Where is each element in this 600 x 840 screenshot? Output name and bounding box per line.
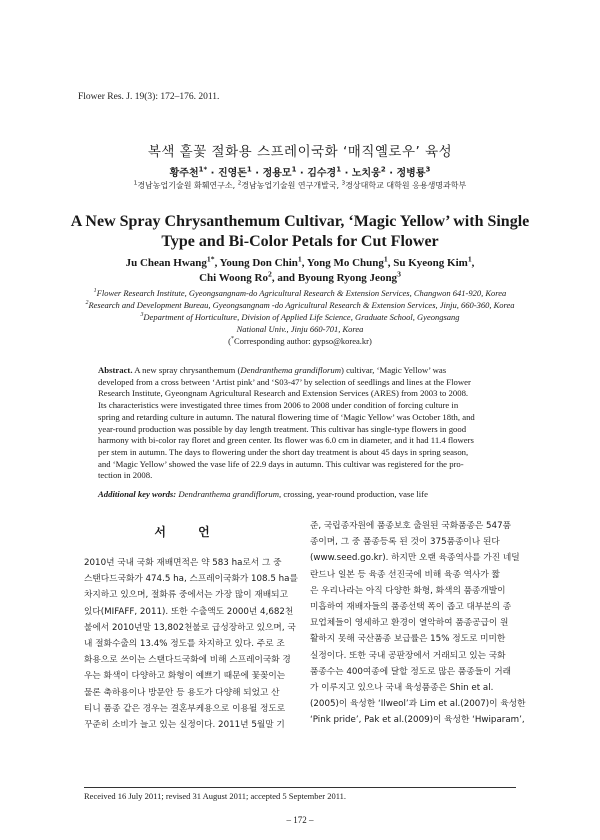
korean-author: 진영돈 [217, 168, 247, 179]
english-title-line: Type and Bi-Color Petals for Cut Flower [161, 233, 439, 250]
english-title-line: A New Spray Chrysanthemum Cultivar, ‘Magic Yellow’ with Single [70, 213, 530, 230]
affiliation-mark: 3 [341, 180, 346, 187]
body-line: 종이며, 그 중 품종등록 된 것이 375품종이나 된다 [310, 537, 500, 548]
affiliation-text: Research and Development Bureau, Gyeongsangnam -do Agricultural Research & Extension Services, Jinju, 660-360, Korea [88, 300, 515, 310]
abstract-line: Research Institute, Gyeongnam Agricultural Research and Extension Services (ARES) from 2003 to 2008. [98, 388, 469, 399]
body-line: 준, 국립종자원에 품종보호 출원된 국화품종은 547품 [310, 521, 511, 531]
affiliation-text: National Univ., Jinju 660-701, Korea [236, 324, 364, 334]
body-line: 품종수는 400여종에 달할 정도로 많은 품종들이 거래 [310, 666, 511, 677]
affiliation-mark: 3 [140, 312, 144, 319]
korean-affiliation: 경남농업기술원 연구개발국, [241, 181, 342, 190]
author-name: Ju Chean Hwang [125, 257, 207, 269]
species-name: Dendranthema grandiflorum [178, 489, 280, 499]
body-line: 우는 화색이 다양하고 화형이 예쁘기 때문에 꽃꽂이는 [84, 671, 286, 682]
received-note: Received 16 July 2011; revised 31 August 2011; accepted 5 September 2011. [84, 791, 347, 801]
abstract-line: Its characteristics were investigated three times from 2006 to 2008 under condition of forcing culture in [98, 400, 459, 411]
abstract-line: spring and retarding culture in autumn. The natural flowering time of ‘Magic Yellow’ was October 18th, and [98, 411, 475, 422]
body-line: 묘업체들이 영세하고 환경이 열악하여 품종공급이 원 [310, 618, 509, 629]
korean-author: 김수경 [307, 168, 337, 179]
abstract-label: Abstract. [98, 365, 133, 375]
affiliation-mark: 1 [133, 180, 138, 187]
abstract-line: year-round production was possible by day length treatment. This cultivar has single-type flowers in good [98, 423, 467, 434]
author-mark: 1* [198, 165, 208, 174]
body-column-right [310, 518, 526, 729]
abstract-body [98, 365, 502, 482]
author-mark: 2 [380, 165, 386, 174]
author-mark: 1* [206, 254, 215, 264]
body-column-left [84, 555, 298, 733]
body-line: 은 우리나라는 아직 다양한 화형, 화색의 품종개발이 [310, 585, 506, 596]
body-line: 활하지 못해 국산품종 보급률은 15% 정도로 미미한 [310, 634, 506, 645]
author-separator: · [344, 168, 349, 179]
body-line: 스탠다드국화가 474.5 ha, 스프레이국화가 108.5 ha를 [84, 574, 298, 585]
corresponding-author: (*Corresponding author: gypso@korea.kr) [228, 336, 372, 346]
author-mark: 1 [467, 254, 472, 264]
korean-affiliation: 경남농업기술원 화훼연구소, [137, 181, 238, 190]
corresponding-mark: * [230, 336, 234, 343]
author-separator: , [301, 257, 307, 269]
affiliation-line [40, 323, 560, 335]
body-line: 꾸준히 소비가 늘고 있는 실정이다. 2011년 5월말 기 [84, 720, 285, 731]
korean-affiliation: 경상대학교 대학원 응용생명과학부 [345, 181, 467, 190]
journal-reference: Flower Res. J. 19(3): 172–176. 2011. [78, 92, 220, 102]
footnote-divider [84, 787, 516, 788]
species-name: Dendranthema grandiflorum [240, 365, 341, 375]
author-mark: 2 [267, 269, 272, 279]
authors-line [60, 256, 540, 271]
affiliation-line [40, 299, 560, 311]
author-mark: 1 [246, 165, 252, 174]
abstract-line: Abstract. A new spray chrysanthemum (Dendranthema grandiflorum) cultivar, ‘Magic Yellow’ was [98, 365, 447, 375]
page-number: – 172 – [286, 815, 314, 825]
author-mark: 1 [297, 254, 302, 264]
affiliation-list [40, 287, 560, 335]
keywords-text: Dendranthema grandiflorum, crossing, year-round production, vase life [178, 489, 428, 499]
abstract-line: harmony with bi-color ray floret and green center. Its flower was 6.0 cm in diameter, and it had 11.4 flowers [98, 435, 474, 446]
affiliation-mark: 2 [85, 300, 89, 307]
body-line: 티니 품종 같은 경우는 결혼부케용으로 이용될 정도로 [84, 703, 286, 714]
body-line: 실정이다. 또한 국내 공판장에서 거래되고 있는 국화 [310, 650, 506, 661]
body-line: 가 이루지고 있으나 국내 육성품종은 Shin et al. [310, 683, 494, 694]
author-separator: · [210, 168, 215, 179]
body-line: (2005)이 육성한 ‘Ilweol’과 Lim et al.(2007)이 육성한 [310, 699, 526, 710]
abstract-line: and ‘Magic Yellow’ showed the vase life of 22.9 days in autumn. This cultivar was registered for the pro- [98, 458, 464, 469]
body-line: 물론 축하용이나 방문안 등 용도가 다양해 되었고 산 [84, 687, 280, 698]
author-separator: · [255, 168, 260, 179]
author-mark: 3 [397, 269, 401, 279]
author-name: Byoung Ryong Jeong [297, 272, 398, 284]
author-mark: 1 [291, 165, 297, 174]
korean-author: 황주천 [169, 168, 199, 179]
korean-author: 정병룡 [396, 168, 426, 179]
body-line: 미흡하여 재배자들의 품종선택 폭이 좁고 대부분의 종 [310, 602, 512, 613]
body-line: ‘Pink pride’, Pak et al.(2009)이 육성한 ‘Hwiparam’, [310, 715, 525, 726]
body-line: 2010년 국내 국화 재배면적은 약 583 ha로서 그 중 [84, 558, 282, 568]
english-affiliations [40, 287, 560, 347]
body-line: 내 절화수출의 13.4% 정도를 차지하고 있다. 주로 조 [84, 639, 285, 650]
affiliation-text: Department of Horticulture, Division of Applied Life Science, Graduate School, Gyeongsang [143, 312, 460, 322]
abstract-line: tection in 2008. [98, 470, 153, 481]
english-authors [60, 256, 540, 286]
author-separator: · [389, 168, 394, 179]
corresponding-text: Corresponding author: gypso@korea.kr [233, 336, 370, 346]
affiliation-line [40, 311, 560, 323]
author-name: Yong Mo Chung [306, 257, 384, 269]
author-name: Chi Woong Ro [199, 272, 268, 284]
author-separator: · [299, 168, 304, 179]
korean-author: 정용모 [262, 168, 292, 179]
keywords [98, 489, 518, 499]
author-separator: , [387, 257, 394, 269]
body-line: 화용으로 쓰이는 스탠다드국화에 비해 스프레이국화 경 [84, 655, 291, 666]
affiliation-text: Flower Research Institute, Gyeongsangnam-do Agricultural Research & Extension Services, Changwon 641-920, Korea [96, 288, 507, 298]
affiliation-line [40, 287, 560, 299]
body-line: 있다(MIFAFF, 2011). 또한 수출액도 2000년 4,682천 [84, 606, 294, 617]
affiliation-mark: 2 [237, 180, 242, 187]
author-name: Young Don Chin [219, 257, 298, 269]
keywords-label: Additional key words: [98, 489, 177, 499]
abstract-line: per stem in autumn. The days to flowering under the short day treatment is about 45 days in spring season, [98, 446, 469, 457]
body-line: (www.seed.go.kr). 하지만 오랜 육종역사를 가진 네덜 [310, 553, 520, 564]
affiliation-mark: 1 [93, 288, 97, 295]
authors-line [60, 271, 540, 286]
korean-title: 복색 홑꽃 절화용 스프레이국화 ‘매직옐로우’ 육성 [147, 144, 453, 160]
body-line: 란드나 일본 등 육종 선진국에 비해 육종 역사가 짧 [310, 569, 500, 580]
author-separator: , [471, 257, 475, 269]
author-mark: 1 [336, 165, 342, 174]
body-line: 차지하고 있으며, 절화류 중에서는 가장 많이 재배되고 [84, 590, 288, 601]
author-mark: 3 [425, 165, 431, 174]
korean-affiliations [0, 180, 600, 191]
author-mark: 1 [383, 254, 388, 264]
abstract-line: developed from a cross between ‘Artist pink’ and ‘S03-47’ by selection of seedlings and lines at the Flower [98, 376, 471, 387]
author-separator: , [214, 257, 220, 269]
abstract [98, 365, 502, 482]
author-separator: , and [271, 272, 298, 284]
author-name: Su Kyeong Kim [393, 257, 468, 269]
english-title [60, 212, 540, 252]
korean-authors [0, 164, 600, 179]
section-heading: 서 언 [154, 525, 224, 539]
korean-author: 노치웅 [351, 168, 381, 179]
body-line: 불에서 2010년말 13,802천불로 급성장하고 있으며, 국 [84, 622, 296, 633]
